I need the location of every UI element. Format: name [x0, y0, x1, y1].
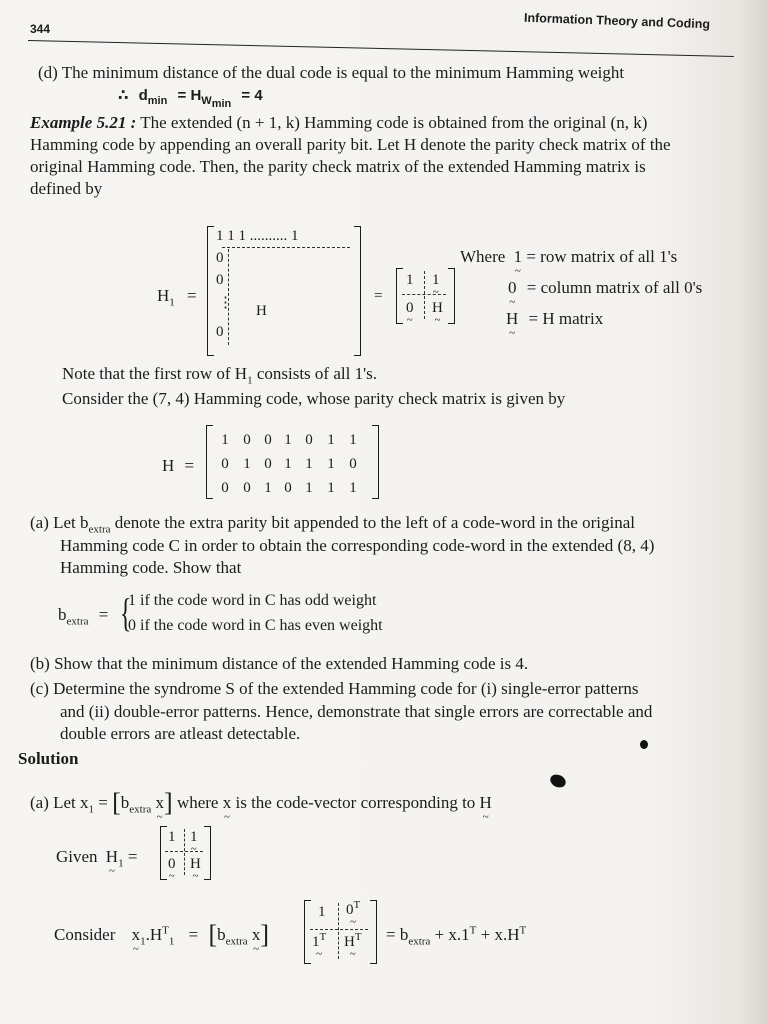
part-a-label: (a) [30, 513, 49, 532]
h1-block-hdiv [402, 294, 446, 295]
consider-close-bracket: ] [260, 920, 270, 949]
consider-rhs-sup1: T [469, 924, 477, 937]
h1-left-bracket [207, 226, 214, 356]
example-text-1: The extended (n + 1, k) Hamming code is obtained from the original (n, k) [140, 113, 648, 132]
eq-h-sub: W [201, 95, 212, 107]
part-c-line-2: and (ii) double-error patterns. Hence, demonstrate that single errors are correctable and [60, 702, 653, 721]
hmatrix-cell: 0 [243, 432, 251, 448]
hmatrix-lhs [162, 455, 194, 477]
h1-horiz-divider [222, 247, 350, 248]
sol-a-tail: is the code-vector corresponding to [235, 793, 476, 812]
eq-h-subsub: min [211, 98, 232, 111]
consider-block-c-val: 1 [312, 934, 320, 950]
bextra-eq: = [98, 605, 109, 624]
h1-col-3: 0 [216, 324, 224, 340]
hmatrix-cell: 0 [221, 480, 229, 496]
hmatrix-cell: 1 [243, 456, 251, 472]
hmatrix-left-bracket [206, 425, 213, 499]
given-hdiv [165, 851, 203, 852]
given-block-b: 1 ~ [190, 829, 198, 846]
item-d-text: The minimum distance of the dual code is equal to the minimum Hamming weight [61, 63, 625, 82]
note-2: Consider the (7, 4) Hamming code, whose parity check matrix is given by [62, 389, 566, 408]
sol-a-open-bracket: [ [112, 788, 121, 817]
item-d [38, 62, 624, 84]
consider-right-bracket [370, 900, 377, 964]
consider-hdiv [310, 929, 368, 930]
hmatrix-cell: 1 [349, 480, 357, 496]
note-1 [62, 363, 377, 385]
part-c-line-1 [30, 678, 639, 700]
hmatrix-cell: 1 [284, 456, 292, 472]
hmatrix-cell: 1 [305, 456, 313, 472]
hmatrix-body [214, 428, 364, 500]
consider-rhs-term2: + x.H [480, 925, 520, 944]
item-d-label: (d) [38, 63, 58, 82]
given-vdiv [184, 829, 185, 875]
part-a-text-1: denote the extra parity bit appended to the left of a code-word in the original [114, 513, 635, 532]
consider-block-a: 1 [318, 904, 326, 920]
h1-inner-h: H [256, 303, 267, 319]
consider-h-sup: T [162, 924, 169, 937]
consider-dot-h: .H [145, 925, 163, 944]
where-1-text: row matrix of all 1's [540, 247, 678, 266]
part-b-text: Show that the minimum distance of the extended Hamming code is 4. [54, 654, 529, 673]
consider-h-sub: 1 [168, 935, 175, 948]
hmatrix-row [214, 428, 364, 452]
where-2-sym: 0 ~ [508, 277, 517, 299]
part-a-line-2: Hamming code C in order to obtain the corresponding code-word in the extended (8, 4) [60, 536, 655, 555]
where-2-text: column matrix of all 0's [540, 278, 703, 297]
ink-spot [548, 772, 568, 790]
hmatrix-cell: 1 [305, 480, 313, 496]
hmatrix-cell: 1 [264, 480, 272, 496]
hmatrix-cell: 0 [349, 456, 357, 472]
where-1-eq: = [526, 247, 536, 266]
sol-a-close-bracket: ] [164, 788, 173, 817]
sol-a-x2: x ~ [223, 792, 232, 814]
hmatrix-h: H [162, 456, 175, 475]
hmatrix-cell: 0 [305, 432, 313, 448]
bextra-lhs [58, 604, 108, 626]
where-3-eq: = [528, 309, 539, 328]
given-right-bracket [204, 826, 211, 880]
consider-rhs-sub: extra [408, 935, 431, 948]
consider-block-d [344, 931, 362, 951]
h1-block-c: 0 ~ [406, 300, 414, 317]
given-label: Given [56, 847, 98, 866]
part-a-line-3: Hamming code. Show that [60, 558, 242, 577]
consider-block-d-val: H [344, 934, 355, 950]
hmatrix-eq: = [184, 456, 195, 475]
consider-eq: = [188, 925, 199, 944]
running-title: Information Theory and Coding [523, 10, 711, 32]
where-2-eq: = [526, 278, 537, 297]
page-number: 344 [30, 22, 51, 36]
h1-col-0: 0 [216, 250, 224, 266]
part-a-let: Let b [53, 513, 89, 532]
hmatrix-cell: 1 [221, 432, 229, 448]
given-left-bracket [160, 826, 167, 880]
dmin-equation [118, 86, 263, 111]
consider-b: b [217, 925, 226, 944]
hmatrix-cell: 0 [221, 456, 229, 472]
where-prefix: Where [460, 247, 506, 266]
part-c-line-3: double errors are atleast detectable. [60, 724, 301, 743]
consider-x: x ~ [132, 924, 141, 946]
sol-a-h: H ~ [480, 792, 492, 814]
ink-spot [640, 740, 648, 749]
sol-a-line [30, 788, 492, 817]
hmatrix-right-bracket [372, 425, 379, 499]
sol-a-x: x ~ [156, 792, 165, 814]
example-label: Example 5.21 : [30, 113, 137, 132]
hmatrix-cell: 0 [264, 456, 272, 472]
consider-block-b-val: 0 [346, 902, 354, 918]
hmatrix-cell: 0 [284, 480, 292, 496]
h1-symbol: H [157, 286, 170, 305]
brace-icon: { [119, 590, 132, 635]
example-line-4: defined by [30, 179, 103, 198]
consider-lhs [54, 920, 270, 949]
example-line-2: Hamming code by appending an overall parity bit. Let H denote the parity check matrix of the [30, 135, 671, 154]
part-c-label: (c) [30, 679, 49, 698]
solution-heading: Solution [18, 749, 79, 768]
part-b-label: (b) [30, 654, 50, 673]
h1-eq2: = [374, 288, 383, 304]
h1-block-a: 1 [406, 272, 414, 288]
consider-left-bracket [304, 900, 311, 964]
hmatrix-cell: 1 [327, 456, 335, 472]
h1-top-row: 1 1 1 .......... 1 [216, 228, 299, 244]
sol-a-label: (a) [30, 793, 49, 812]
eq-d-sub: min [147, 95, 168, 107]
consider-rhs [386, 924, 526, 946]
consider-block-b [346, 899, 361, 919]
where-3 [506, 308, 603, 330]
given-sub: 1 [118, 857, 124, 870]
bextra-b: b [58, 605, 67, 624]
h1-sub: 1 [169, 296, 175, 309]
note-1-text2: consists of all 1's. [252, 364, 377, 383]
h1-col-1: 0 [216, 272, 224, 288]
consider-block-b-sup: T [353, 899, 361, 911]
hmatrix-row [214, 452, 364, 476]
example-line-1 [30, 112, 647, 134]
h1-block-vdiv [424, 271, 425, 319]
h1-right-bracket [354, 226, 361, 356]
hmatrix-cell: 1 [327, 480, 335, 496]
where-3-text: H matrix [542, 309, 604, 328]
part-b [30, 653, 528, 675]
hmatrix-cell: 1 [349, 432, 357, 448]
h1-col-2: ⋮ [218, 295, 233, 311]
hmatrix-cell: 0 [243, 480, 251, 496]
hmatrix-row [214, 476, 364, 500]
where-1-sym: 1 ~ [514, 246, 523, 268]
consider-open-bracket: [ [208, 920, 218, 949]
where-3-sym: H ~ [506, 308, 518, 330]
consider-rhs-sup2: T [519, 924, 527, 937]
h1-vert-divider [228, 249, 229, 345]
eq-h: H [190, 87, 202, 104]
consider-block-c [312, 931, 327, 951]
consider-rhs-term1: + x.1 [434, 925, 470, 944]
given-eq: = [127, 847, 138, 866]
given-lhs [56, 846, 137, 868]
sol-a-b: b [120, 793, 130, 812]
h1-lhs [157, 285, 197, 307]
therefore-symbol: ∴ [118, 87, 129, 104]
h1-eq: = [187, 286, 197, 305]
sol-a-where: where [176, 793, 219, 812]
given-block-c: 0 ~ [168, 856, 176, 873]
header-rule [28, 40, 734, 57]
given-block-a: 1 [168, 829, 176, 845]
note-1-sub: 1 [247, 374, 253, 387]
consider-b-sub: extra [225, 935, 248, 948]
bextra-case-2: 0 if the code word in C has even weight [128, 617, 383, 634]
consider-vdiv [338, 903, 339, 959]
h1-block-b: 1 ~ [432, 272, 440, 289]
note-1-text: Note that the first row of H [62, 364, 248, 383]
eq-d: d [138, 87, 148, 104]
where-1 [460, 246, 677, 268]
part-a-sub: extra [88, 523, 111, 536]
sol-a-let: Let x [53, 793, 89, 812]
eq-sign: = [177, 87, 187, 104]
consider-label: Consider [54, 925, 116, 944]
bextra-sub: extra [66, 615, 89, 628]
consider-rhs-b: b [399, 925, 409, 944]
consider-block-d-sup: T [354, 931, 362, 943]
hmatrix-cell: 0 [264, 432, 272, 448]
h1-block-left-bracket [396, 268, 403, 324]
consider-block-c-sup: T [319, 931, 327, 943]
given-block-d: H ~ [190, 856, 201, 873]
given-h: H ~ [106, 846, 118, 868]
bextra-case-1: 1 if the code word in C has odd weight [128, 592, 377, 609]
consider-x2: x ~ [252, 924, 261, 946]
consider-rhs-eq: = [386, 925, 396, 944]
hmatrix-cell: 1 [284, 432, 292, 448]
example-line-3: original Hamming code. Then, the parity check matrix of the extended Hamming matrix is [30, 157, 646, 176]
h1-block-d: H ~ [432, 300, 443, 317]
where-2 [508, 277, 702, 299]
eq-result: = 4 [241, 87, 263, 104]
sol-a-eq: = [98, 793, 108, 812]
sol-a-b-sub: extra [129, 803, 152, 816]
h1-block-right-bracket [448, 268, 455, 324]
sol-a-let-sub: 1 [88, 803, 95, 816]
hmatrix-cell: 1 [327, 432, 335, 448]
part-c-text-1: Determine the syndrome S of the extended Hamming code for (i) single-error patterns [53, 679, 639, 698]
part-a-line-1 [30, 512, 635, 534]
consider-x-sub: 1 [140, 935, 146, 948]
